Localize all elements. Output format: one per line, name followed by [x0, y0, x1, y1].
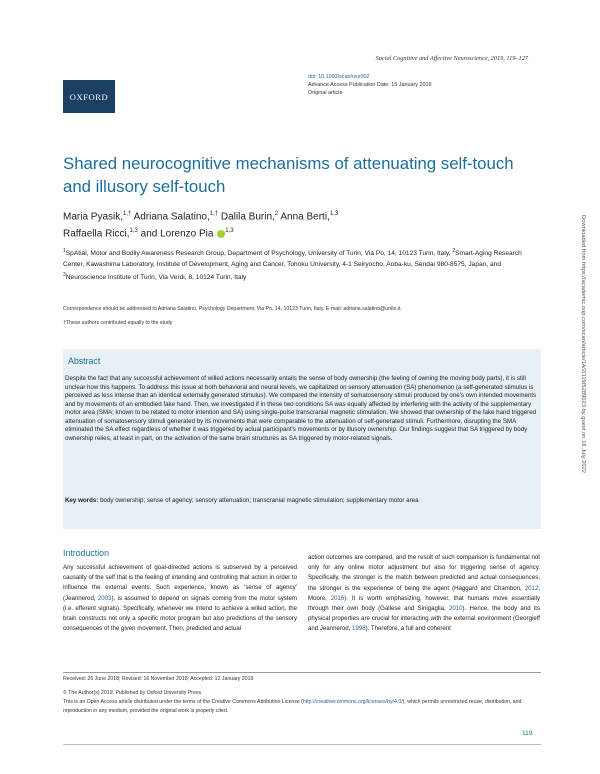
keywords-list: body ownership; sense of agency; sensory attenuation; transcranial magnetic stimulation; supplementary motor area [98, 497, 419, 504]
license-text-part: This is an Open Access article distributed under the terms of the Creative Commons Attribution License ( [63, 698, 303, 705]
license-link[interactable]: http://creativecommons.org/licenses/by/4.0/ [302, 698, 403, 705]
journal-header: Social Cognitive and Affective Neuroscience, 2019, 119–127 [375, 55, 528, 62]
author-affiliation-mark: 1,† [123, 211, 132, 217]
citation-link[interactable]: 2010 [448, 605, 463, 613]
affiliations [63, 246, 543, 283]
affiliation-mark: 3 [63, 272, 66, 279]
body-text: action outcomes are compared, and the result of such comparison is fundamental not only for any online motor adjustment but also for triggering sense of agency. Specifically, the stronger is the match between predicted and actual consequences, the stronger is the experience of being the agent (Haggard and Chambon, [308, 554, 540, 592]
citation-link[interactable]: 2003 [97, 594, 112, 602]
keywords [63, 497, 541, 506]
affiliation-2: Smart-Aging Research Center, Kawashima Laboratory, Institute of Development, Aging and Cancer, Tohoku University, 4-1 Seiryocho, Aoba-ku, Sendai 980-8575, Japan, and [63, 250, 522, 269]
affiliation-mark: 2 [452, 248, 456, 254]
author-name: Dalila Burin, [218, 211, 275, 223]
article-title: Shared neurocognitive mechanisms of attenuating self-touch and illusory self-touch [63, 154, 514, 196]
body-text: Any successful achievement of goal-directed actions is subserved by a perceived causality of the self that is the feeling of intending and controlling that action in order to influence the external events. Such experience, known as ‘sense of agency’ (Jeannerod, [63, 564, 297, 602]
body-text: ). Therefore, a full and coherent [365, 625, 451, 633]
body-text: ). It is worth emphasizing, however, that humans move essentially through their own body (Gallese and Sinigaglia, [308, 594, 540, 613]
bottom-divider [63, 744, 541, 745]
license-text [63, 698, 543, 716]
affiliation-3: Neuroscience Institute of Turin, Via Verdi, 8, 10124 Turin, Italy [65, 274, 247, 282]
advance-access-date: Advance Access Publication Date: 15 January 2019 [308, 82, 432, 89]
license-text-part: ), which permits unrestricted reuse, distribution, and reproduction in any medium, provided the original work is properly cited. [63, 698, 522, 714]
author-name: Anna Berti, [278, 211, 330, 223]
author-name: Raffaella Ricci, [63, 228, 130, 240]
abstract-text: Despite the fact that any successful achievement of willed actions necessarily entails the sense of body ownership (the feeling of owning the moving body parts), it is still unclear how this happens. To address this issue at both behavioral and neural levels, we capitalized on sensory attenuation (SA) phenomenon (a self-generated stimulus is perceived as less intense than an identical externally generated stimulus). We compared the intensity of somatosensory stimuli produced by one's own intended movements and by movements of an embodied fake hand. Then, we investigated if in these two conditions SA was equally affected by interfering with the activity of the supplementary motor area (SMA; known to be related to motor intention and SA) using single-pulse transcranial magnetic stimulation. We showed that ownership of the fake hand triggered attenuation of somatosensory stimuli generated by its movements that were comparable to the attenuation of self-generated stimuli. Furthermore, disrupting the SMA eliminated the SA effect regardless of whether it was triggered by actual participant's movements or by illusory ownership. Our findings suggest that SA triggered by body ownership relies, at least in part, on the activation of the same brain structures as SA triggered by motor-related signals. [65, 375, 537, 442]
doi-link[interactable]: doi: 10.1093/scan/nsz002 [308, 74, 370, 80]
correspondence-note: Correspondence should be addressed to Adriana Salatino, Psychology Department, Via Po, 14, 10123 Turin, Italy. E-mail: adriana.salatino@unito.it. [63, 306, 403, 312]
doi-block [308, 73, 431, 98]
citation-link[interactable]: 1998 [352, 625, 366, 633]
intro-column-right [308, 553, 540, 635]
author-affiliation-mark: 1,† [209, 211, 219, 217]
body-text: ). Hence, the body and its physical properties are crucial for interacting with the external environment (Georgieff and Jeannerod, [308, 605, 540, 633]
affiliation-1: SpAtial, Motor and Bodily Awareness Research Group, Department of Psychology, University of Turin, Via Po, 14, 10123 Turin, Italy, [65, 250, 453, 258]
article-type: Original article [308, 90, 343, 97]
body-text: ; Moore, [308, 584, 540, 602]
received-dates: Received: 26 June 2018; Revised: 16 November 2018; Accepted: 12 January 2019 [63, 676, 254, 682]
equal-contribution-note: †These authors contributed equally to the study [63, 320, 173, 326]
author-affiliation-mark: 1,3 [129, 228, 138, 235]
abstract-heading: Abstract [68, 356, 101, 366]
author-name: and Lorenzo Pia [137, 228, 214, 240]
citation-link[interactable]: 2016 [330, 594, 345, 602]
keywords-label: Key words: [65, 497, 99, 504]
copyright-line: © The Author(s) 2019. Published by Oxford University Press. [63, 690, 203, 696]
body-text: ), is assumed to depend on signals coming from the motor system (i.e. efferent signals). Specifically, whenever we intend to achieve a willed action, the brain constructs not only a specific motor program but also predictions of the sensory consequences of the given movement. Then, predicted and actual [63, 594, 297, 633]
author-name: Adriana Salatino, [131, 211, 210, 223]
copyright-block [63, 689, 543, 715]
citation-link[interactable]: 2012 [524, 584, 539, 592]
download-side-note: Downloaded from https://academic.oup.com/scan/article/14/2/119/5289023 by guest on 16 July 2022 [580, 215, 586, 474]
oxford-logo: OXFORD [63, 80, 115, 113]
author-list [63, 207, 543, 242]
author-affiliation-mark: 1,3 [329, 211, 339, 217]
intro-column-left [63, 563, 297, 634]
author-affiliation-mark: 1,3 [225, 228, 234, 235]
affiliation-mark: 1 [63, 248, 66, 254]
footer-divider [63, 672, 541, 673]
author-name: Maria Pyasik, [63, 211, 124, 223]
author-affiliation-mark: 2 [274, 211, 279, 217]
introduction-heading: Introduction [63, 548, 109, 558]
page-number: 119 [522, 730, 533, 737]
